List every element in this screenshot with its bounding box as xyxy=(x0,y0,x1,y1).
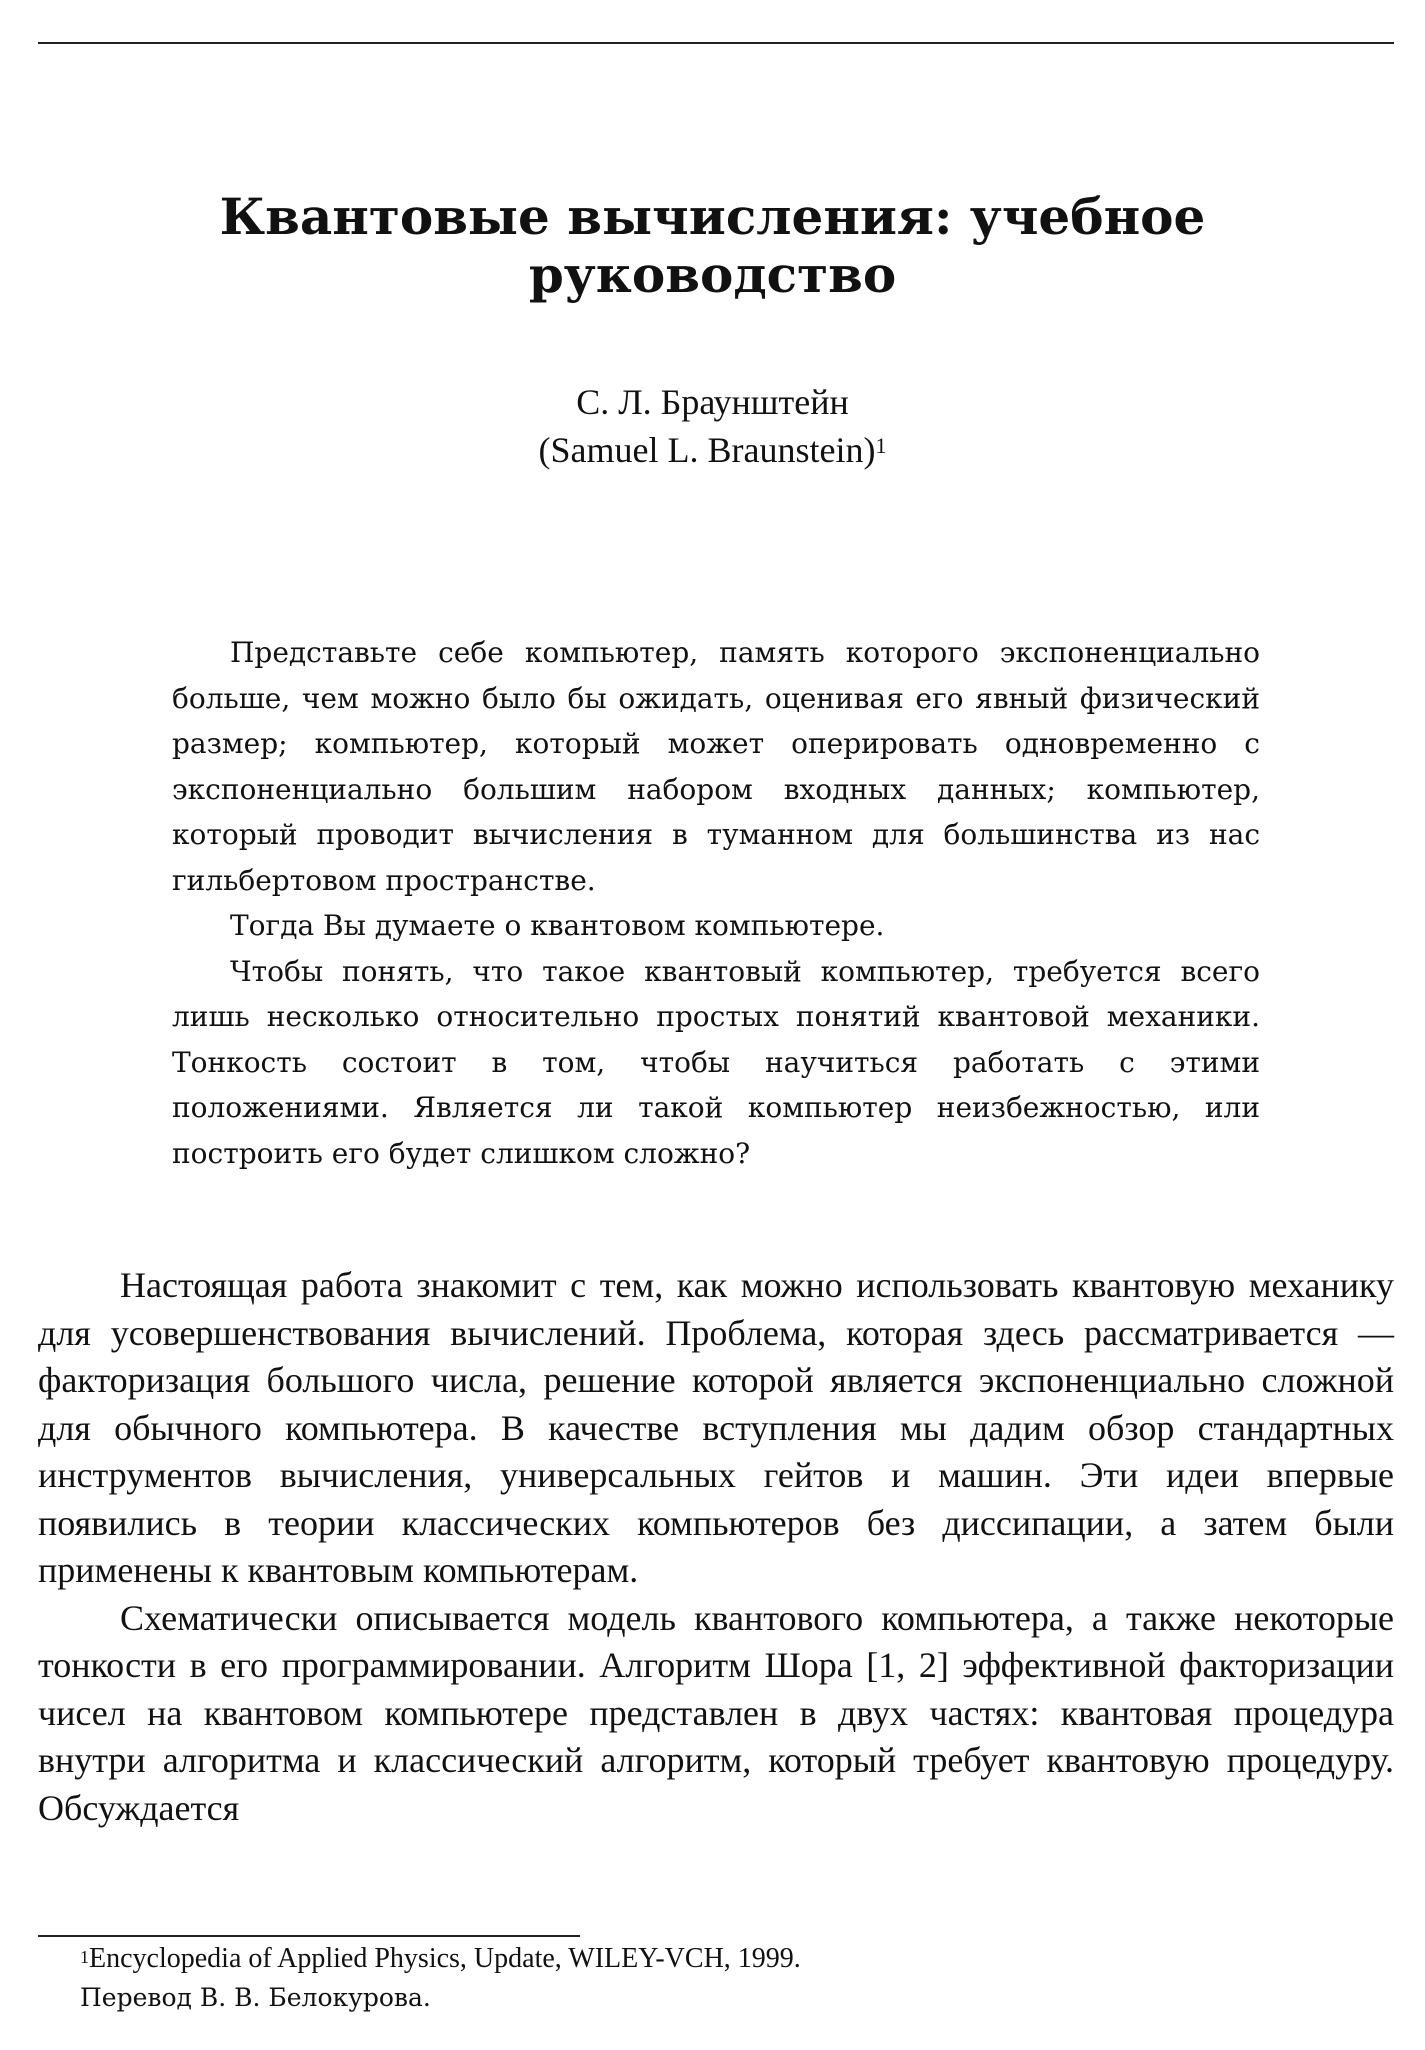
article-title xyxy=(0,188,1425,304)
author-name-en: (Samuel L. Braunstein) xyxy=(538,430,876,470)
footnote-text: Encyclopedia of Applied Physics, Update, WILEY-VCH, 1999. xyxy=(89,1943,801,1974)
title-line-2: руководство xyxy=(528,245,897,304)
author-block xyxy=(0,378,1425,474)
footnote-rule xyxy=(38,1935,580,1937)
abstract-paragraph: Чтобы понять, что такое квантовый компьютер, требуется всего лишь несколько относительно простых понятий квантовой механики. Тонкость состоит в том, чтобы научиться работать с этими положениями. Является ли такой компьютер неизбежностью, или построить его будет слишком сложно? xyxy=(172,954,1260,1170)
footnote xyxy=(80,1940,1380,1978)
body-text xyxy=(38,1262,1394,1832)
abstract-paragraph: Представьте себе компьютер, память которого экспоненциально больше, чем можно было бы ожидать, оценивая его явный физический размер; компьютер, который может оперировать одновременно с экспоненциально большим набором входных данных; компьютер, который проводит вычисления в туманном для большинства из нас гильбертовом пространстве. xyxy=(172,636,1260,897)
author-footnote-mark: 1 xyxy=(875,433,887,458)
author-name-en-line xyxy=(0,426,1425,474)
footnote-mark: 1 xyxy=(80,1947,89,1967)
header-rule xyxy=(38,42,1394,44)
author-name-ru: С. Л. Браунштейн xyxy=(576,382,849,422)
body-paragraph: Схематически описывается модель квантового компьютера, а также некоторые тонкости в его программировании. Алгоритм Шора [1, 2] эффективной факторизации чисел на квантовом компьютере представлен в двух частях: квантовая процедура внутри алгоритма и классический алгоритм, который требует квантовую процедуру. Обсуждается xyxy=(38,1597,1394,1828)
body-paragraph: Настоящая работа знакомит с тем, как можно использовать квантовую механику для усовершенствования вычислений. Проблема, которая здесь рассматривается — факторизация большого числа, решение которой является экспоненциально сложной для обычного компьютера. В качестве вступления мы дадим обзор стандартных инструментов вычисления, универсальных гейтов и машин. Эти идеи впервые появились в теории классических компьютеров без диссипации, а затем были применены к квантовым компьютерам. xyxy=(38,1265,1394,1590)
title-line-1: Квантовые вычисления: учебное xyxy=(219,187,1206,246)
translator-credit: Перевод В. В. Белокурова. xyxy=(80,1983,431,2012)
abstract-paragraph: Тогда Вы думаете о квантовом компьютере. xyxy=(230,909,885,942)
abstract xyxy=(172,630,1260,1176)
